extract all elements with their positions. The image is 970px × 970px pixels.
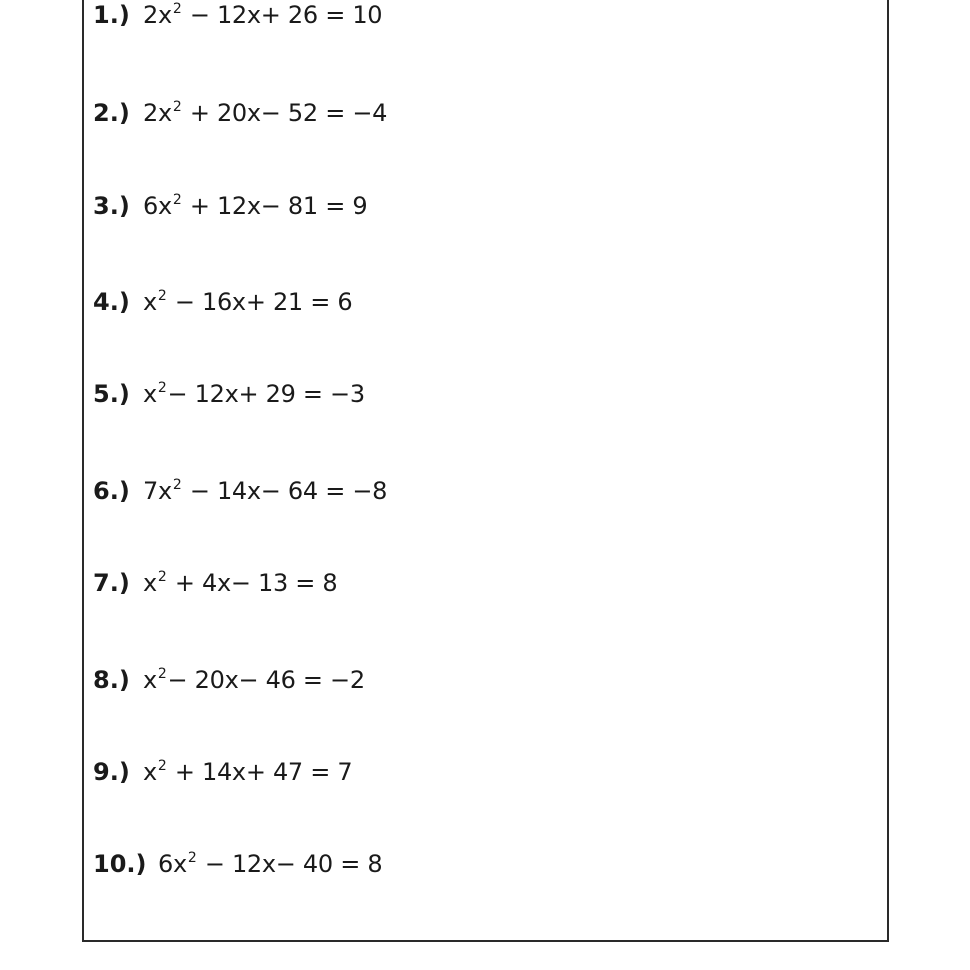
equation: $x^2- 20x- 46 = -2$ [143,666,365,694]
problem-5 [93,379,365,409]
problem-4 [93,287,352,317]
problem-number: 1.) [93,1,130,29]
problem-2 [93,98,387,128]
problem-7 [93,568,337,598]
equation: $2x^2 - 12x+ 26 = 10$ [143,1,383,29]
problem-number: 9.) [93,758,130,786]
problem-number: 3.) [93,192,130,220]
problem-number: 5.) [93,380,130,408]
worksheet-border [82,0,889,942]
problem-number: 7.) [93,569,130,597]
equation: $7x^2 - 14x- 64 = -8$ [143,477,388,505]
problem-number: 2.) [93,99,130,127]
equation: $x^2- 12x+ 29 = -3$ [143,380,365,408]
problem-9 [93,757,352,787]
problem-number: 10.) [93,850,147,878]
equation: $x^2 + 14x+ 47 = 7$ [143,758,353,786]
equation: $6x^2 - 12x- 40 = 8$ [158,850,383,878]
equation: $2x^2 + 20x- 52 = -4$ [143,99,388,127]
problem-number: 6.) [93,477,130,505]
equation: $6x^2 + 12x- 81 = 9$ [143,192,368,220]
problem-number: 4.) [93,288,130,316]
equation: $x^2 + 4x- 13 = 8$ [143,569,338,597]
problem-10 [93,849,382,879]
problem-1 [93,0,382,30]
problem-6 [93,476,387,506]
problem-8 [93,665,365,695]
problem-3 [93,191,367,221]
problem-number: 8.) [93,666,130,694]
equation: $x^2 - 16x+ 21 = 6$ [143,288,353,316]
